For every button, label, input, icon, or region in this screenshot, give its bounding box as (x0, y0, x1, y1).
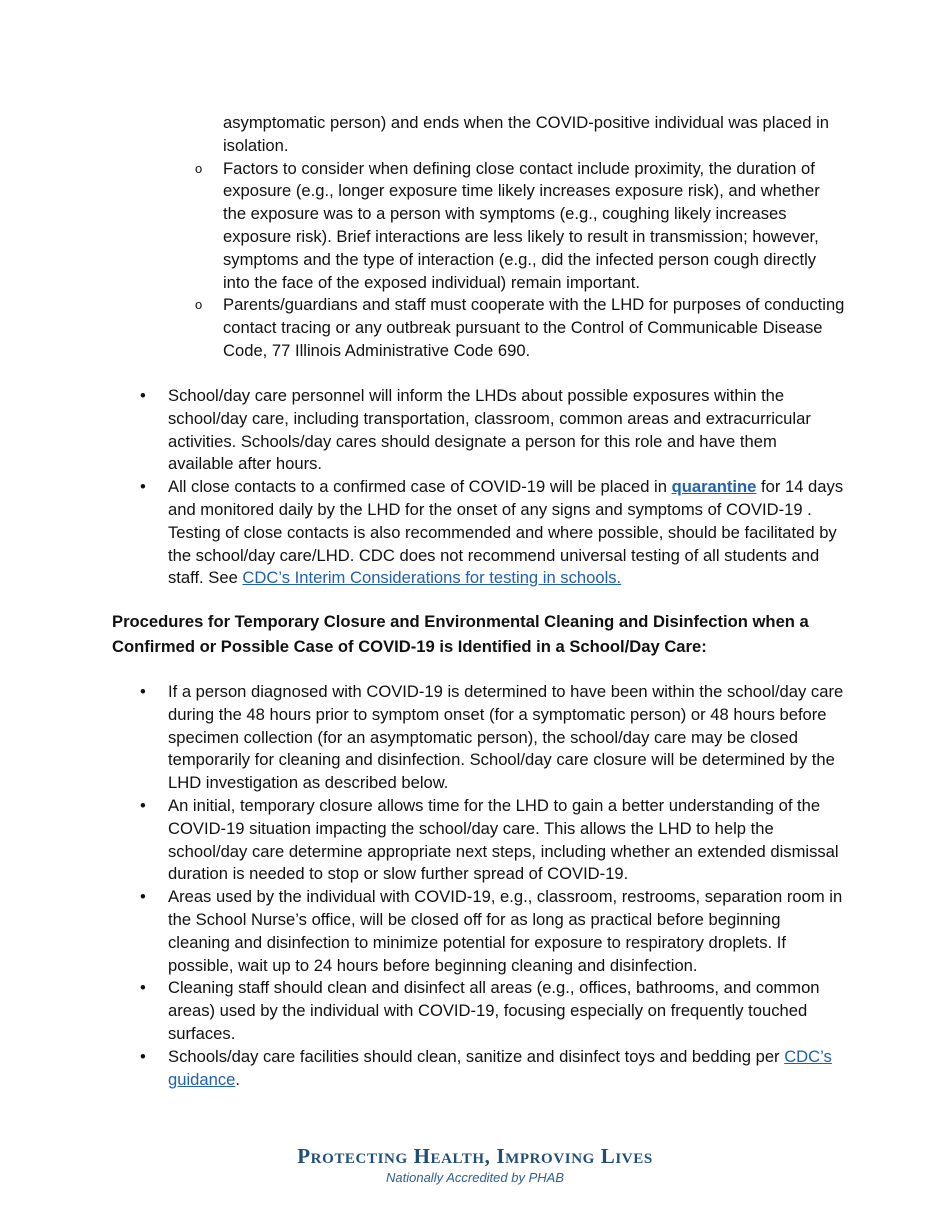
sub-item-text: Parents/guardians and staff must cooperate with the LHD for purposes of conducting contact tracing or any outbreak pursuant to the Control of Communicable Disease Code, 77 Illinois Administrative Code 690. (223, 295, 845, 360)
sub-list-item (195, 294, 845, 362)
page-footer (0, 1144, 950, 1185)
footer-accreditation: Nationally Accredited by PHAB (386, 1170, 564, 1185)
list-item (140, 385, 845, 476)
list-item (140, 476, 845, 590)
footer-slogan: Protecting Health, Improving Lives (297, 1144, 653, 1168)
bullet-icon: • (140, 978, 146, 998)
text-fragment: Schools/day care facilities should clean, sanitize and disinfect toys and bedding per (168, 1046, 785, 1066)
section-heading: Procedures for Temporary Closure and Environmental Cleaning and Disinfection when a Confirmed or Possible Case of COVID-19 is Identified in a School/Day Care: (112, 612, 809, 656)
bullet-icon: • (140, 477, 146, 497)
cdc-testing-link[interactable]: CDC’s Interim Considerations for testing in schools. (242, 568, 622, 588)
list-item-text (168, 1047, 832, 1089)
list-item-text (168, 477, 843, 587)
text-fragment: for 14 days and monitored daily by the LHD for the onset of any signs and symptoms of COVID-19 . Testing of close contacts is also recommended and where possible, should be facilitated by the school/day care/LHD. CDC does not recommend universal testing of all students and staff. See (168, 477, 844, 588)
bullet-list-closure (140, 681, 845, 1091)
sub-item-text: Factors to consider when defining close contact include proximity, the duration of exposure (e.g., longer exposure time likely increases exposure risk), and whether the exposure was to a person with symptoms (e.g., coughing likely increases exposure risk). Brief interactions are less likely to result in transmission; however, symptoms and the type of interaction (e.g., did the infected person cough directly into the face of the exposed individual) remain important. (223, 158, 820, 292)
list-item (140, 886, 845, 977)
list-item (140, 795, 845, 886)
list-item-text: An initial, temporary closure allows time for the LHD to gain a better understanding of the COVID-19 situation impacting the school/day care. This allows the LHD to help the school/day care determine appropriate next steps, including whether an extended dismissal duration is needed to stop or slow further spread of COVID-19. (168, 795, 839, 884)
list-item (140, 1046, 845, 1092)
list-item-text: Areas used by the individual with COVID-19, e.g., classroom, restrooms, separation room in the School Nurse’s office, will be closed off for as long as practical before beginning cleaning and disinfection to minimize potential for exposure to respiratory droplets. If possible, wait up to 24 hours before beginning cleaning and disinfection. (168, 887, 843, 975)
bullet-icon: • (140, 795, 146, 815)
list-item (140, 977, 845, 1045)
text-fragment: . (235, 1069, 240, 1089)
text-fragment: All close contacts to a confirmed case of COVID-19 will be placed in (168, 477, 672, 497)
quarantine-link[interactable]: quarantine (671, 477, 757, 497)
bullet-icon: • (140, 1046, 146, 1066)
sub-list-item (195, 158, 845, 295)
bullet-icon: • (140, 887, 146, 907)
bullet-icon: • (140, 386, 146, 405)
list-item (140, 681, 845, 795)
bullet-icon: • (140, 682, 146, 701)
bullet-list-contacts (140, 385, 845, 590)
cdc-guidance-link[interactable]: CDC’s guidance (168, 1046, 832, 1089)
sub-list (195, 112, 845, 363)
continued-text: asymptomatic person) and ends when the COVID-positive individual was placed in isolation. (223, 113, 829, 155)
list-item-text: If a person diagnosed with COVID-19 is determined to have been within the school/day care during the 48 hours prior to symptom onset (for a symptomatic person) or 48 hours before specimen collection (for an asymptomatic person), the school/day care may be closed temporarily for cleaning and disinfection. School/day care closure will be determined by the LHD investigation as described below. (168, 682, 844, 793)
hollow-bullet-icon: o (195, 297, 203, 313)
hollow-bullet-icon: o (195, 160, 203, 176)
list-item-text: School/day care personnel will inform the LHDs about possible exposures within the school/day care, including transportation, classroom, common areas and extracurricular activities. Schools/day cares should designate a person for this role and have them available after hours. (168, 386, 811, 474)
list-item-text: Cleaning staff should clean and disinfect all areas (e.g., offices, bathrooms, and common areas) used by the individual with COVID-19, focusing especially on frequently touched surfaces. (168, 978, 820, 1043)
